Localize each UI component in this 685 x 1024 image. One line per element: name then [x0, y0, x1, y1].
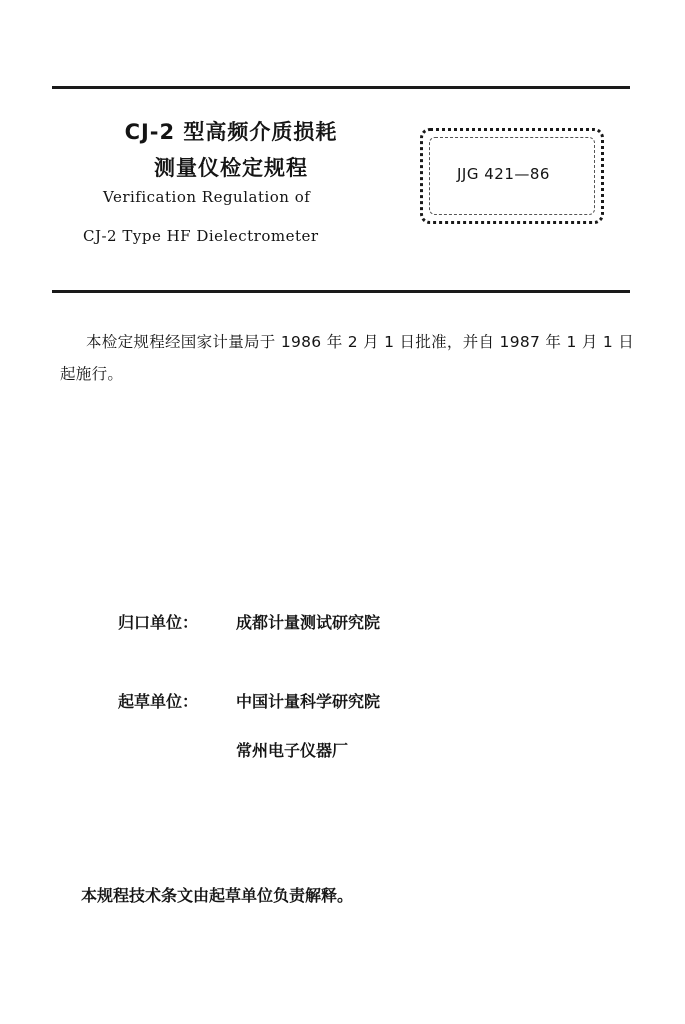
title-chinese-line2: 测量仪检定规程: [154, 156, 308, 180]
approval-statement: 本检定规程经国家计量局于 1986 年 2 月 1 日批准，并自 1987 年 1 月 1 日起施行。: [60, 333, 635, 383]
drafting-unit-value-1: 中国计量科学研究院: [236, 692, 381, 711]
standard-code-box: [420, 128, 604, 224]
drafting-unit-label: 起草单位：: [118, 692, 199, 711]
title-english-line1: Verification Regulation of: [103, 188, 311, 206]
drafting-unit-value-2: 常州电子仪器厂: [236, 741, 349, 760]
title-english-line2: CJ-2 Type HF Dielectrometer: [83, 227, 319, 245]
responsible-unit-value: 成都计量测试研究院: [236, 613, 381, 632]
top-rule: [52, 86, 630, 89]
title-chinese-line1: CJ-2 型高频介质损耗: [124, 120, 338, 144]
responsible-unit-label: 归口单位：: [118, 613, 199, 632]
bottom-rule: [52, 290, 630, 293]
interpretation-note: 本规程技术条文由起草单位负责解释。: [81, 886, 354, 905]
standard-code: JJG 421—86: [457, 165, 550, 183]
